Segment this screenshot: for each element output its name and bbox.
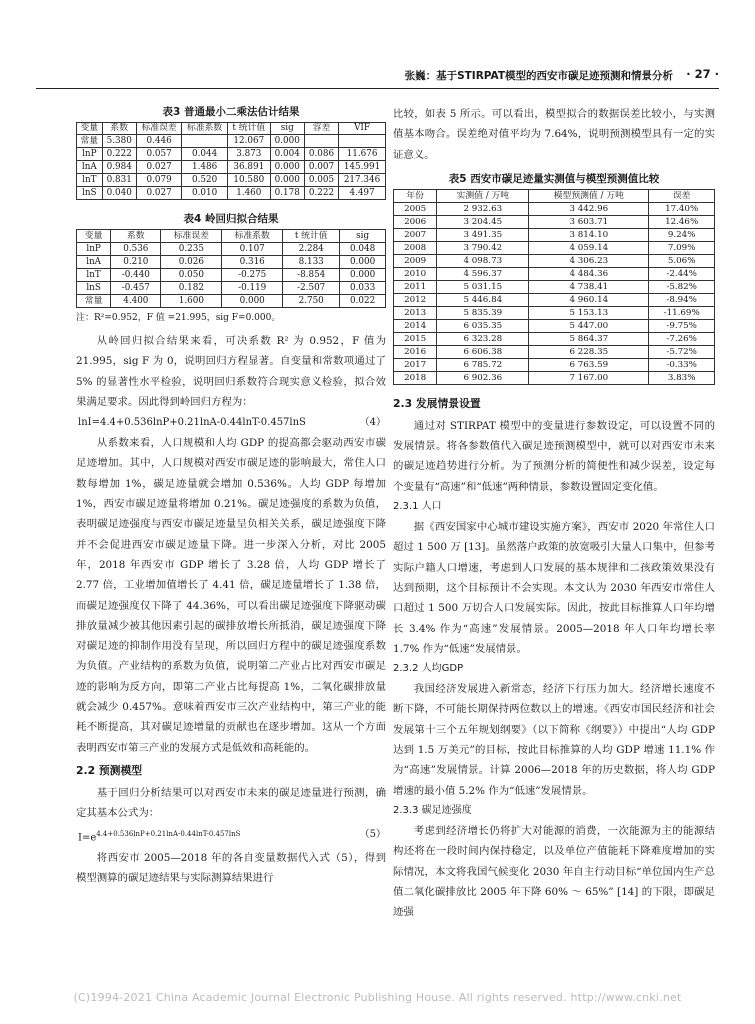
table3-header-cell: VIF [339,123,386,135]
table4-cell: 常量 [77,295,111,308]
table3-header-cell: 标准系数 [182,123,228,135]
table5-cell: 6 323.28 [437,332,529,345]
equation-4 [76,412,386,433]
table4-cell: 0.536 [111,243,161,256]
section-2-3-heading: 2.3 发展情景设置 [393,396,481,410]
table3-cell: 0.984 [102,161,136,174]
table3-cell: lnS [77,187,103,200]
table4-cell: 0.235 [161,243,222,256]
table5-row [394,306,715,319]
equation-4-body: lnI=4.4+0.536lnP+0.21lnA-0.44lnT-0.457lnS [78,417,306,429]
table5-cell: 5 153.13 [529,306,649,319]
table5-cell: 6 606.38 [437,345,529,358]
table5-header-cell: 误差 [649,189,715,202]
table4-cell: 0.050 [161,269,222,282]
table5-cell: 2015 [394,332,437,345]
table4-cell: 0.182 [161,282,222,295]
table5-cell: 5.06% [649,254,715,267]
equation-5-number: （5） [359,828,386,840]
table3-cell: 0.010 [182,187,228,200]
table3-cell: 12.067 [227,135,270,148]
right-paragraph-4: 我国经济发展进入新常态，经济下行压力加大。经济增长速度不断下降，不可能长期保持两位数以上的增速。《西安市国民经济和社会发展第十三个五年规划纲要》（以下简称《纲要》）中提出“人均 GDP 达到 1.5 万美元”的目标，按此目标推算的人均 GDP 增速 11.1% 作为“高速”发展情景。计算 2006—2018 年的历史数据，将人均 GDP 增速的最小值 5.2% 作为“低速”发展情景。 [393,683,715,797]
table3-row [77,187,386,200]
table5-cell: -8.94% [649,293,715,306]
table5-cell: 5 864.37 [529,332,649,345]
table4-cell: lnS [77,282,111,295]
left-paragraph-1: 从岭回归拟合结果来看，可决系数 R² 为 0.952，F 值为 21.995，sig F 为 0，说明回归方程显著。自变量和常数项通过了 5% 的显著性水平检验，说明回归系数符合现实意义检验，拟合效果满足要求。因此得到岭回归方程为： [76,335,386,408]
table4-cell: 1.600 [161,295,222,308]
table5-row [394,280,715,293]
table3-cell: 0.086 [304,148,338,161]
table4-cell: -0.440 [111,269,161,282]
table4-row [77,243,386,256]
table5-cell: 12.46% [649,215,715,228]
table4-row [77,282,386,295]
table3-cell: 1.486 [182,161,228,174]
table4-header-cell: 系数 [111,230,161,243]
table3 [76,122,386,200]
table4-cell: 0.033 [340,282,386,295]
table5-row [394,228,715,241]
page-number: · 27 · [686,67,719,81]
table3-cell: 0.178 [270,187,304,200]
copyright-footer: (C)1994-2021 China Academic Journal Electronic Publishing House. All rights reserved. http://www.cnki.net [73,991,682,1004]
table4-cell: 0.107 [222,243,283,256]
table3-cell [304,135,338,148]
right-paragraph-5: 考虑到经济增长仍将扩大对能源的消费，一次能源为主的能源结构还将在一段时间内保持稳定，以及单位产值能耗下降难度增加的实际情况，本文将我国气候变化 2030 年自主行动目标“单位国内生产总值二氧化碳排放比 2005 年下降 60% ～ 65%” [14] 的下限，即碳足迹强 [393,824,715,919]
table4-cell: 0.022 [340,295,386,308]
table5-header-cell: 模型预测值 / 万吨 [529,189,649,202]
table4-cell: 0.316 [222,256,283,269]
table5-cell: 9.24% [649,228,715,241]
table5-cell: 2012 [394,293,437,306]
table5-cell: 3 814.10 [529,228,649,241]
table3-row [77,148,386,161]
table4-caption: 表4 岭回归拟合结果 [183,213,279,225]
equation-5-base: I=e [78,831,97,843]
table5-cell: 4 738.41 [529,280,649,293]
table5-cell: 2011 [394,280,437,293]
table3-cell: lnP [77,148,103,161]
table3-cell: 0.222 [102,148,136,161]
table3-cell: 0.831 [102,174,136,187]
table5-cell: 2013 [394,306,437,319]
table3-header-cell: t 统计值 [227,123,270,135]
table5-row [394,345,715,358]
table3-cell: lnT [77,174,103,187]
table3-cell: 0.005 [304,174,338,187]
table4-cell: 4.400 [111,295,161,308]
table4-cell: 0.000 [340,269,386,282]
table5-cell: -0.33% [649,358,715,371]
table5-cell: -2.44% [649,267,715,280]
table5-cell: 6 785.72 [437,358,529,371]
equation-5 [76,824,386,848]
table4-header-cell: sig [340,230,386,243]
table5-cell: 4 484.36 [529,267,649,280]
table5-cell: 2005 [394,202,437,215]
table3-cell: 0.520 [182,174,228,187]
table5-cell: 3 491.35 [437,228,529,241]
table4-cell: -0.275 [222,269,283,282]
table5-header-cell: 年份 [394,189,437,202]
table5-row [394,319,715,332]
table5-row [394,267,715,280]
table5 [393,189,715,385]
table5-cell: 4 306.23 [529,254,649,267]
table3-caption: 表3 普通最小二乘法估计结果 [162,106,300,118]
table3-header-cell: 系数 [102,123,136,135]
table3-row [77,135,386,148]
table5-cell: 6 902.36 [437,371,529,384]
table5-cell: 2008 [394,241,437,254]
table5-cell: 4 596.37 [437,267,529,280]
table4-note: 注：R²=0.952，F 值 =21.995，sig F=0.000。 [76,313,281,323]
section-2-3-1-heading: 2.3.1 人口 [393,501,442,513]
table3-cell [182,135,228,148]
table3-cell: 217.346 [339,174,386,187]
table5-header-cell: 实测值 / 万吨 [437,189,529,202]
table4-cell: 0.210 [111,256,161,269]
table5-cell: 2016 [394,345,437,358]
table3-header-cell: 变量 [77,123,103,135]
table5-cell: 17.40% [649,202,715,215]
table5-cell: 3 442.96 [529,202,649,215]
table5-cell: 2 932.63 [437,202,529,215]
table5-cell: 2010 [394,267,437,280]
right-paragraph-2: 通过对 STIRPAT 模型中的变量进行参数设定，可以设置不同的发展情景。将各参数值代入碳足迹预测模型中，就可以对西安市未来的碳足迹趋势进行分析。为了预测分析的简便性和减少误差，设定每个变量有“高速”和“低速”两种情景，参数设置固定变化值。 [393,419,715,493]
table5-row [394,215,715,228]
table5-cell: 7.09% [649,241,715,254]
table5-cell: 6 763.59 [529,358,649,371]
table5-cell: -11.69% [649,306,715,319]
table5-cell: 3 790.42 [437,241,529,254]
table4-cell: -2.507 [283,282,340,295]
table5-cell: 2014 [394,319,437,332]
table5-cell: 6 035.35 [437,319,529,332]
table5-caption: 表5 西安市碳足迹量实测值与模型预测值比较 [448,172,660,185]
section-2-3-3-heading: 2.3.3 碳足迹强度 [393,804,472,816]
table3-cell: 3.873 [227,148,270,161]
table5-row [394,371,715,384]
table4-cell: -0.457 [111,282,161,295]
table3-cell: 0.044 [182,148,228,161]
table4 [76,229,386,308]
table3-cell: 0.000 [270,161,304,174]
table5-cell: 4 059.14 [529,241,649,254]
table4-cell: 0.026 [161,256,222,269]
table5-cell: -9.75% [649,319,715,332]
table4-cell: lnT [77,269,111,282]
table3-cell: 1.460 [227,187,270,200]
table3-cell: 0.004 [270,148,304,161]
table4-row [77,295,386,308]
table5-cell: 5 446.84 [437,293,529,306]
table3-cell: 常量 [77,135,103,148]
table3-cell [339,135,386,148]
table5-cell: -5.82% [649,280,715,293]
table5-cell: 5 447.00 [529,319,649,332]
table3-cell: 4.497 [339,187,386,200]
equation-4-number: （4） [359,417,386,429]
table3-cell: 36.891 [227,161,270,174]
table3-cell: 0.057 [136,148,182,161]
table4-row [77,269,386,282]
table4-header-cell: t 统计值 [283,230,340,243]
table3-cell: 0.000 [270,135,304,148]
table3-cell: 0.027 [136,161,182,174]
table5-row [394,358,715,371]
table4-cell: -8.854 [283,269,340,282]
table3-header-cell: 标准误差 [136,123,182,135]
table5-cell: 2018 [394,371,437,384]
table3-row [77,174,386,187]
left-paragraph-3: 基于回归分析结果可以对西安市未来的碳足迹量进行预测，确定其基本公式为： [76,786,386,820]
table5-row [394,293,715,306]
table5-row [394,241,715,254]
table5-cell: 2006 [394,215,437,228]
table5-cell: 3 603.71 [529,215,649,228]
left-paragraph-2: 从系数来看，人口规模和人均 GDP 的提高都会驱动西安市碳足迹增加。其中，人口规模对西安市碳足迹的影响最大，常住人口数每增加 1%，碳足迹量就会增加 0.536%。人均 GDP 每增加 1%，西安市碳足迹量将增加 0.21%。碳足迹强度的系数为负值，表明碳足迹强度与西安市碳足迹量呈负相关关系，碳足迹强度下降并不会促进西安市碳足迹量下降。进一步深入分析，对比 2005 年，2018 年西安市 GDP 增长了 3.28 倍，人均 GDP 增长了 2.77 倍，工业增加值增长了 4.41 倍，碳足迹量增长了 1.38 倍，而碳足迹强度仅下降了 44.36%，可以看出碳足迹强度下降驱动碳排放量减少被其他因素引起的碳排放增长所抵消，碳足迹强度下降对碳足迹的抑制作用没有呈现，所以回归方程中的碳足迹强度系数为负值。产业结构的系数为负值，说明第二产业占比对西安市碳足迹的影响为反方向，即第二产业占比每提高 1%，二氧化碳排放量就会减少 0.457%。意味着西安市三次产业结构中，第三产业的能耗不断提高，其对碳足迹增量的贡献也在逐步增加。这从一个方面表明西安市第三产业的发展方式是低效和高耗能的。 [76,437,386,754]
table3-cell: 0.040 [102,187,136,200]
table3-header-cell: 容差 [304,123,338,135]
left-column [76,104,386,888]
table5-cell: 7 167.00 [529,371,649,384]
table5-cell: 4 960.14 [529,293,649,306]
table4-cell: 2.750 [283,295,340,308]
table5-row [394,332,715,345]
table4-cell: -0.119 [222,282,283,295]
table5-cell: 5 031.15 [437,280,529,293]
table5-cell: 2009 [394,254,437,267]
table3-cell: 145.991 [339,161,386,174]
table3-row [77,161,386,174]
table4-cell: lnA [77,256,111,269]
table3-cell: 0.079 [136,174,182,187]
table5-cell: -5.72% [649,345,715,358]
table5-cell: 2017 [394,358,437,371]
table3-cell: 0.007 [304,161,338,174]
running-title: 张巍：基于STIRPAT模型的西安市碳足迹预测和情景分析 [404,70,673,82]
table3-cell: 5.380 [102,135,136,148]
table3-header-cell: sig [270,123,304,135]
right-paragraph-3: 据《西安国家中心城市建设实施方案》，西安市 2020 年常住人口超过 1 500 万 [13]。虽然落户政策的放宽吸引大量人口集中，但参考实际户籍人口增速，考虑到人口发展的基本规律和二孩政策效果没有达到预期，这个目标预计不会实现。本文认为 2030 年西安市常住人口超过 1 500 万切合人口发展实际。因此，按此目标推算人口年均增长 3.4% 作为“高速”发展情景。2005—2018 年人口年均增长率 1.7% 作为“低速”发展情景。 [393,521,715,655]
table5-cell: 3 204.45 [437,215,529,228]
table4-header-cell: 变量 [77,230,111,243]
section-2-3-2-heading: 2.3.2 人均GDP [393,663,464,675]
table4-cell: 8.133 [283,256,340,269]
right-paragraph-1: 比较，如表 5 所示。可以看出，模型拟合的数据误差比较小，与实测值基本吻合。误差绝对值平均为 7.64%，说明预测模型具有一定的实证意义。 [393,108,715,161]
table5-cell: 6 228.35 [529,345,649,358]
table5-cell: -7.26% [649,332,715,345]
table5-cell: 3.83% [649,371,715,384]
table5-cell: 2007 [394,228,437,241]
section-2-2-heading: 2.2 预测模型 [76,763,143,777]
table4-cell: 0.000 [222,295,283,308]
table3-cell: 0.027 [136,187,182,200]
table3-cell: 0.222 [304,187,338,200]
right-column [393,104,715,922]
table3-cell: 10.580 [227,174,270,187]
table4-header-cell: 标准系数 [222,230,283,243]
equation-5-exponent: 4.4+0.536lnP+0.21lnA-0.44lnT-0.457lnS [96,829,241,838]
table3-cell: 11.676 [339,148,386,161]
left-paragraph-4: 将西安市 2005—2018 年的各自变量数据代入式（5），得到模型测算的碳足迹结果与实际测算结果进行 [76,851,386,885]
table5-cell: 4 098.73 [437,254,529,267]
table4-cell: 0.000 [340,256,386,269]
table4-cell: 0.048 [340,243,386,256]
running-header [36,62,719,89]
table4-header-cell: 标准误差 [161,230,222,243]
table4-cell: 2.284 [283,243,340,256]
table3-cell: 0.446 [136,135,182,148]
table3-cell: lnA [77,161,103,174]
table5-cell: 5 835.39 [437,306,529,319]
table4-row [77,256,386,269]
table4-cell: lnP [77,243,111,256]
table5-row [394,254,715,267]
table3-cell: 0.000 [270,174,304,187]
table5-row [394,202,715,215]
